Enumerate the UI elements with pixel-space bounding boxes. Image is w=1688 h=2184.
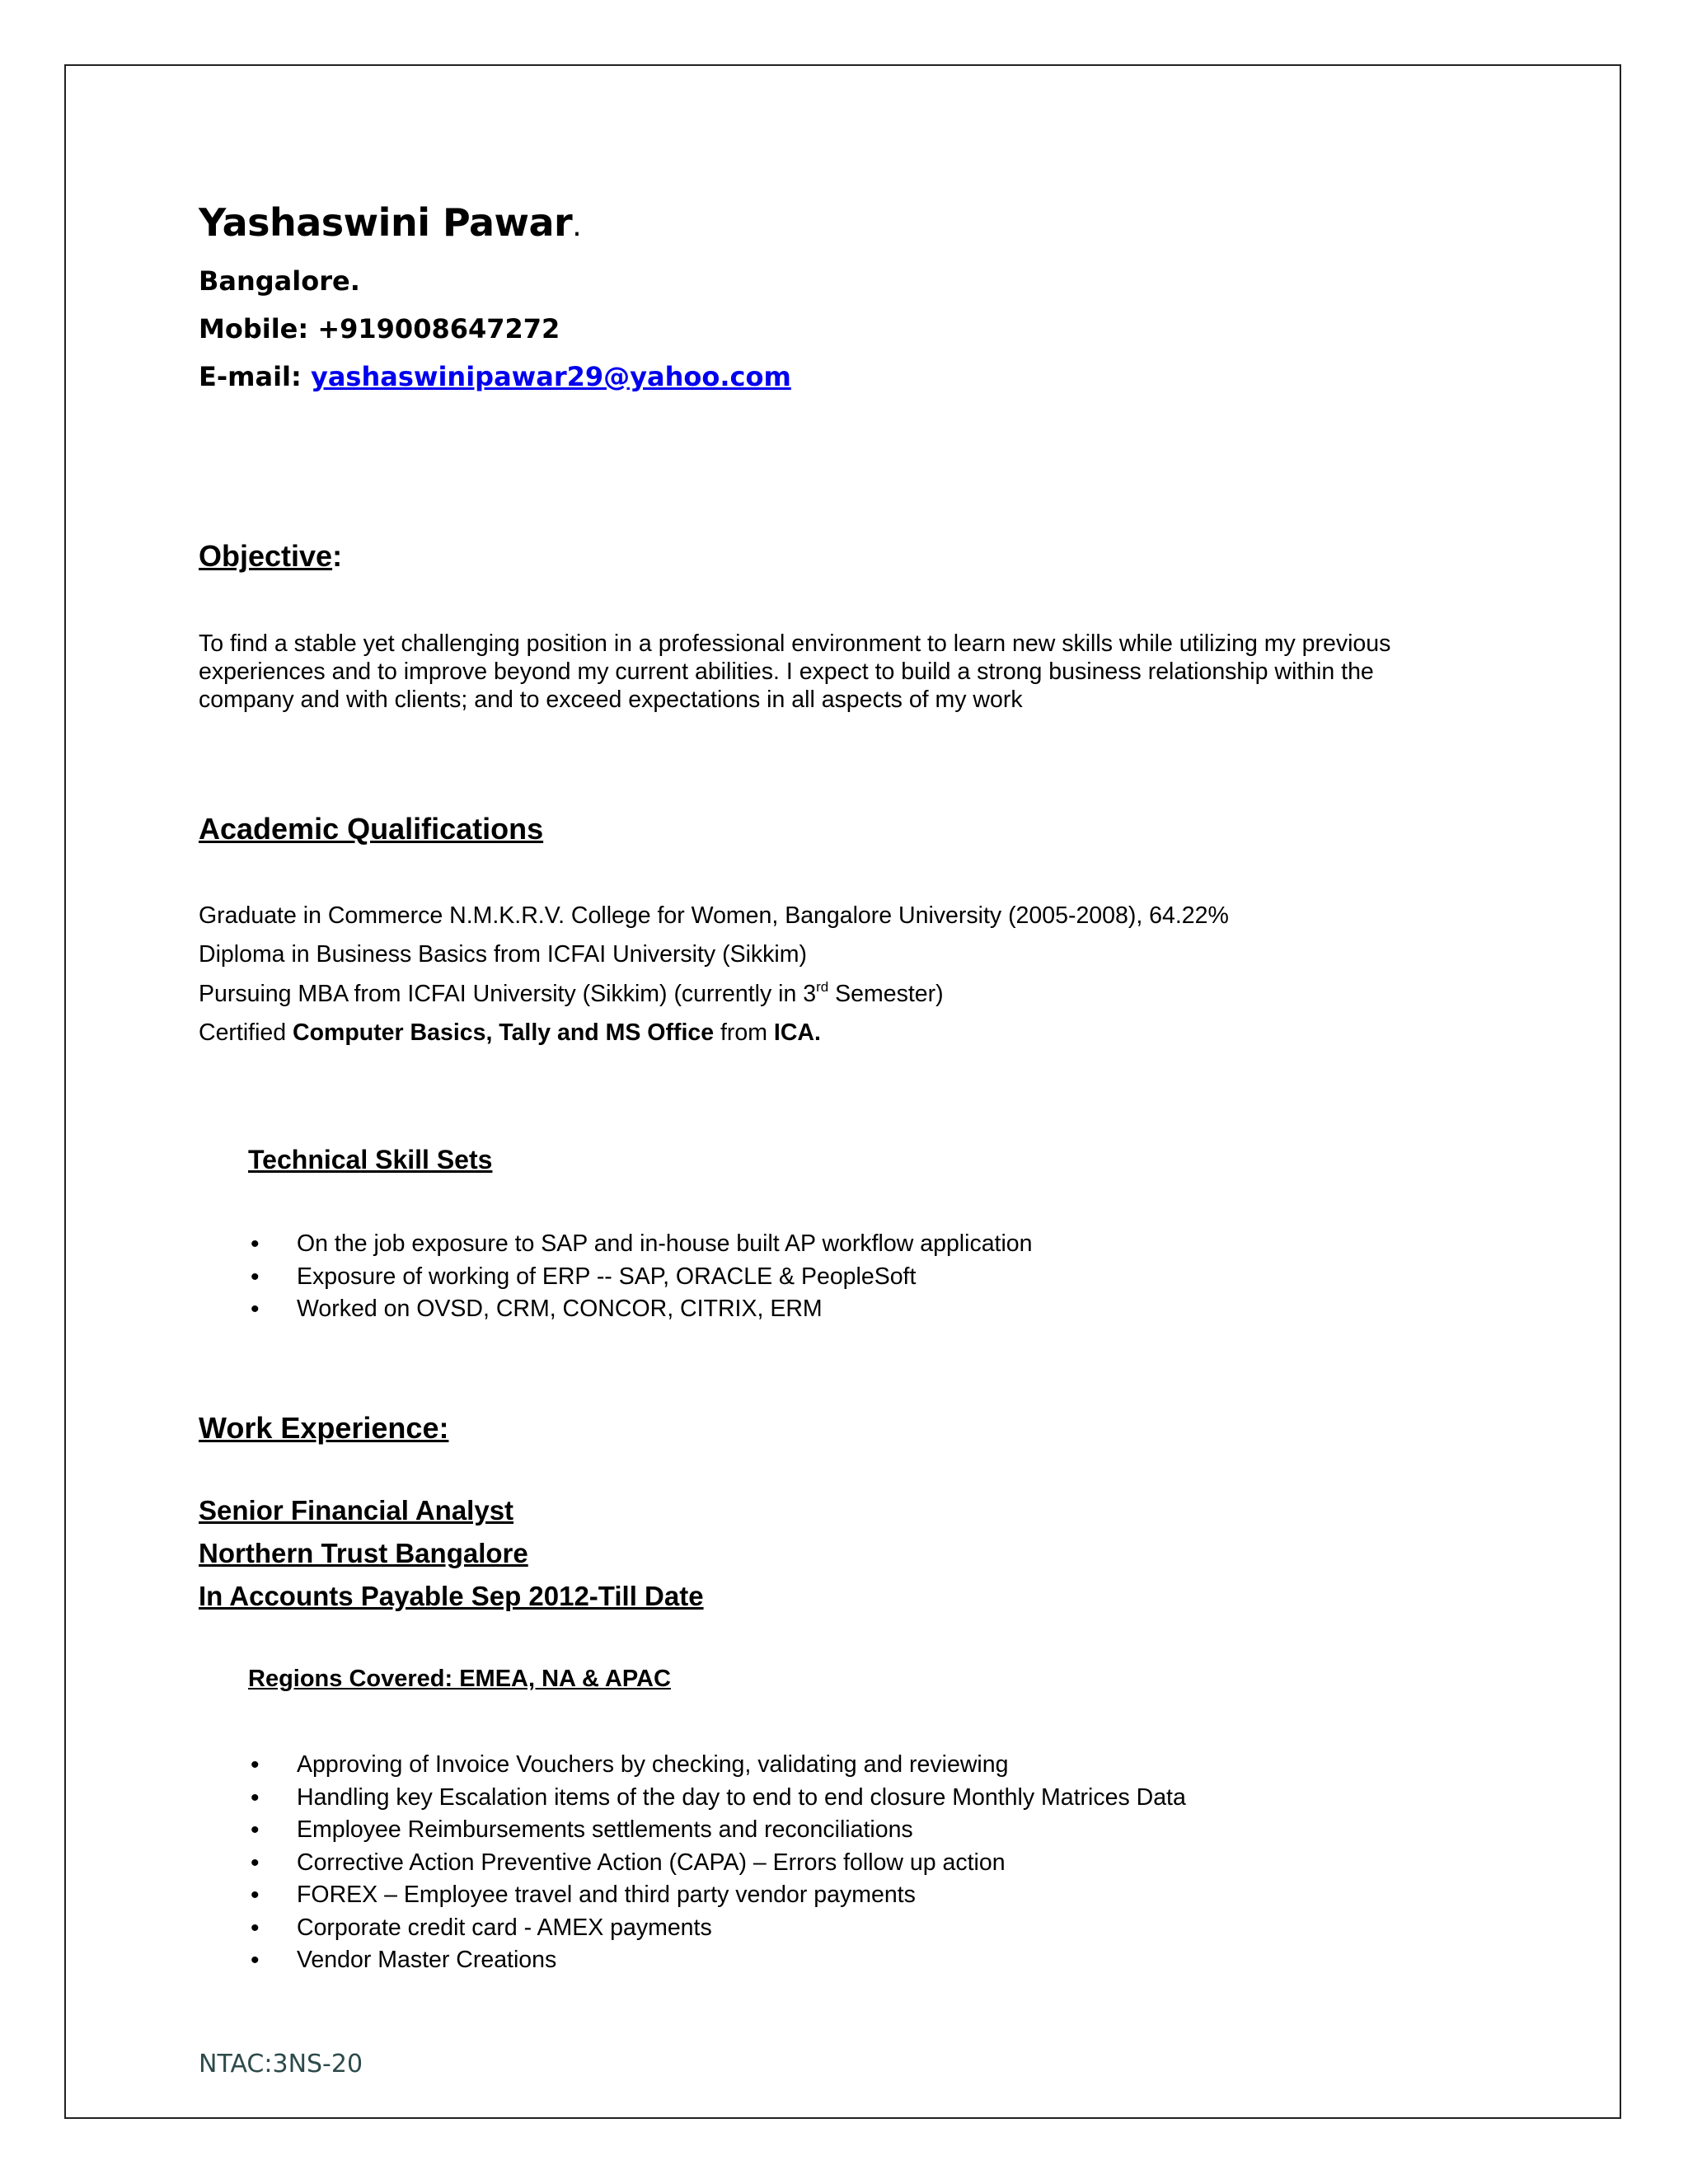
- footer-code: NTAC:3NS-20: [199, 2050, 363, 2079]
- academic-item-diploma: Diploma in Business Basics from ICFAI University (Sikkim): [199, 941, 807, 968]
- work-role: Senior Financial Analyst: [199, 1495, 514, 1526]
- technical-heading: Technical Skill Sets: [248, 1145, 493, 1174]
- academic-heading: Academic Qualifications: [199, 812, 544, 846]
- list-item: • Worked on OVSD, CRM, CONCOR, CITRIX, ERM: [297, 1293, 1033, 1326]
- list-item: • Employee Reimbursements settlements and reconciliations: [297, 1814, 1186, 1847]
- work-duties-list: [297, 1749, 1186, 1977]
- objective-heading: Objective:: [199, 539, 343, 573]
- candidate-name: Yashaswini Pawar.: [199, 200, 582, 245]
- list-item: • Corporate credit card - AMEX payments: [297, 1912, 1186, 1945]
- list-item: • FOREX – Employee travel and third party vendor payments: [297, 1879, 1186, 1912]
- work-period: In Accounts Payable Sep 2012-Till Date: [199, 1581, 704, 1611]
- list-item: • Approving of Invoice Vouchers by checking, validating and reviewing: [297, 1749, 1186, 1782]
- list-item: • Handling key Escalation items of the day to end to end closure Monthly Matrices Data: [297, 1782, 1186, 1815]
- mobile-number: +919008647272: [317, 313, 560, 344]
- academic-item-certified: Certified Computer Basics, Tally and MS Office from ICA.: [199, 1019, 821, 1046]
- technical-skill-list: [297, 1228, 1033, 1326]
- city: Bangalore.: [199, 265, 360, 297]
- work-regions: Regions Covered: EMEA, NA & APAC: [248, 1666, 671, 1692]
- academic-item-graduate: Graduate in Commerce N.M.K.R.V. College for Women, Bangalore University (2005-2008), 64.22%: [199, 902, 1229, 929]
- mobile-line: Mobile: +919008647272: [199, 313, 560, 344]
- objective-text: To find a stable yet challenging position in a professional environment to learn new skills while utilizing my previous experiences and to improve beyond my current abilities. I expect to build a strong business relationship within the company and with clients; and to exceed expectations in all aspects of my work: [199, 630, 1391, 713]
- list-item: • Vendor Master Creations: [297, 1944, 1186, 1977]
- work-heading: Work Experience:: [199, 1411, 449, 1445]
- academic-item-mba: Pursuing MBA from ICFAI University (Sikkim) (currently in 3rd Semester): [199, 979, 944, 1007]
- email-link[interactable]: yashaswinipawar29@yahoo.com: [310, 361, 791, 392]
- list-item: • Exposure of working of ERP -- SAP, ORACLE & PeopleSoft: [297, 1261, 1033, 1294]
- list-item: • Corrective Action Preventive Action (CAPA) – Errors follow up action: [297, 1847, 1186, 1880]
- work-company: Northern Trust Bangalore: [199, 1538, 528, 1568]
- email-line: E-mail: yashaswinipawar29@yahoo.com: [199, 361, 791, 392]
- list-item: • On the job exposure to SAP and in-house built AP workflow application: [297, 1228, 1033, 1261]
